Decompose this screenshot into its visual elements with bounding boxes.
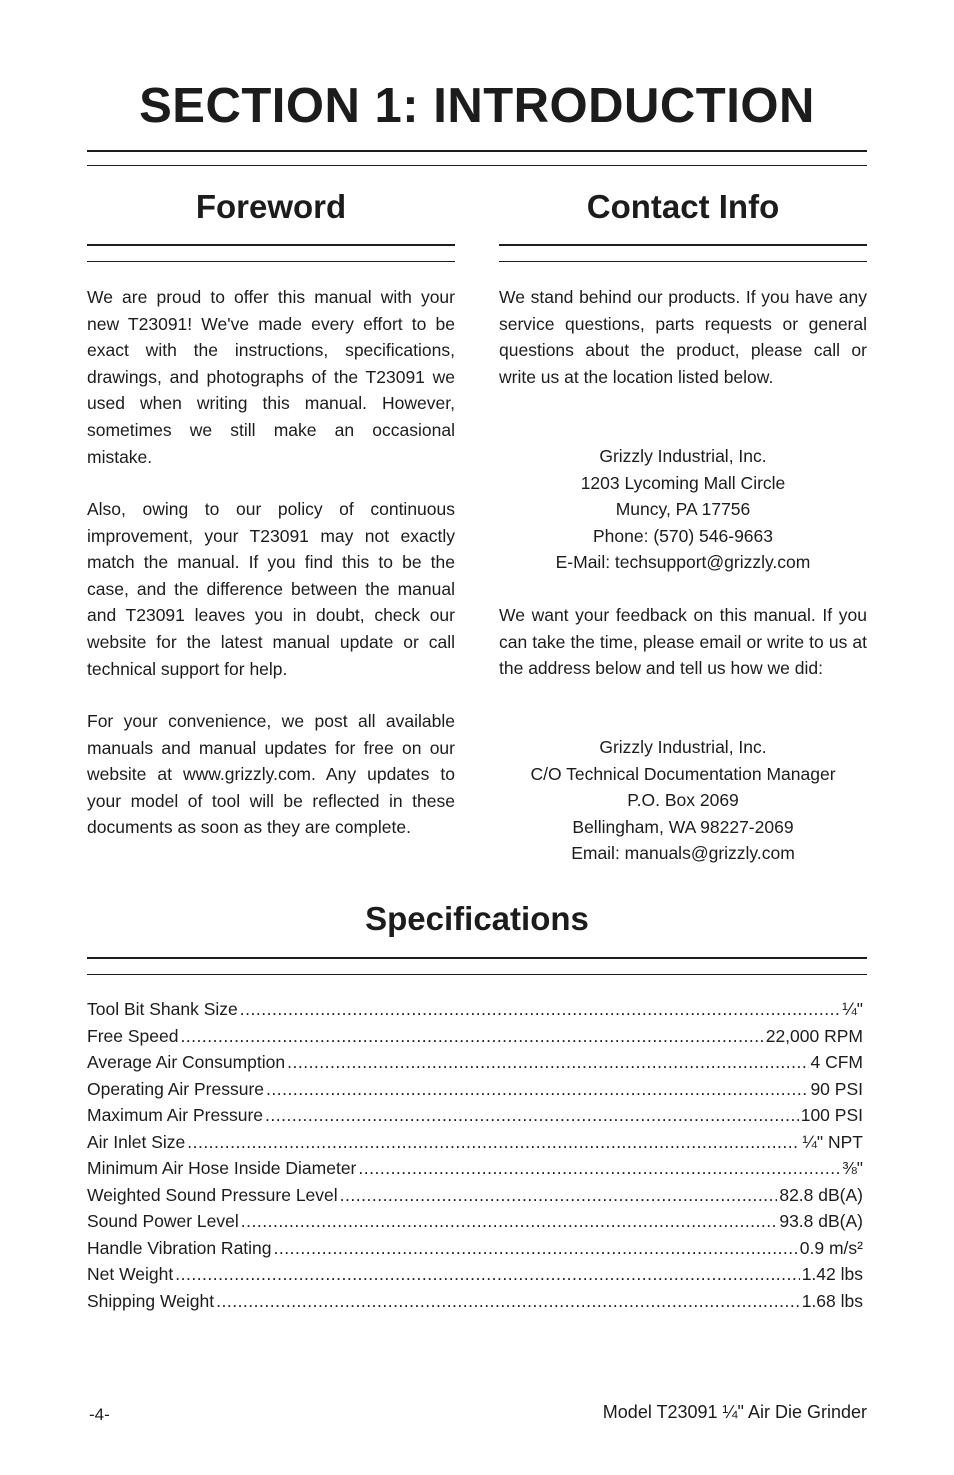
dot-leader (187, 1129, 800, 1156)
title-rule-top (87, 150, 867, 152)
dot-leader (287, 1049, 808, 1076)
contact-rule-top (499, 244, 867, 246)
address-email-link[interactable]: Email: manuals@grizzly.com (571, 843, 795, 864)
spec-label: Sound Power Level (87, 1211, 239, 1231)
spec-label: Maximum Air Pressure (87, 1105, 264, 1125)
spec-value: 4 CFM (810, 1052, 863, 1072)
spec-label: Tool Bit Shank Size (87, 999, 238, 1019)
foreword-paragraph-3: For your convenience, we post all available manuals and manual updates for free on our website at www.grizzly.com. Any updates to your model of tool will be reflected in these documents as soon as they are complete. (87, 711, 455, 838)
address-line: C/O Technical Documentation Manager (530, 763, 836, 784)
spec-row (87, 1208, 863, 1235)
address-line: 1203 Lycoming Mall Circle (580, 472, 786, 493)
spec-label: Air Inlet Size (87, 1131, 186, 1152)
spec-label: Weighted Sound Pressure Level (87, 1184, 338, 1205)
spec-label: Shipping Weight (87, 1290, 215, 1311)
spec-label: Free Speed (87, 1025, 179, 1046)
spec-value: 93.8 dB(A) (779, 1211, 863, 1231)
spec-row (87, 996, 863, 1023)
contact-address-documentation (499, 734, 867, 867)
spec-value: 82.8 dB(A) (779, 1184, 863, 1205)
specifications-table (87, 996, 863, 1314)
spec-value: 1.68 lbs (801, 1290, 863, 1311)
contact-address-support (499, 443, 867, 576)
contact-intro: We stand behind our products. If you have any service questions, parts requests or general questions about the product, please call or write us at the location listed below. (499, 287, 867, 387)
address-line: Grizzly Industrial, Inc. (599, 737, 767, 757)
spec-row (87, 1049, 863, 1076)
dot-leader (340, 1182, 778, 1209)
page-number: -4- (89, 1405, 110, 1424)
spec-label: Net Weight (87, 1264, 174, 1284)
spec-row (87, 1182, 863, 1209)
spec-value: 1.42 lbs (801, 1264, 863, 1284)
spec-value: 22,000 RPM (765, 1025, 863, 1046)
contact-rule-bottom (499, 261, 867, 262)
spec-row (87, 1129, 863, 1156)
spec-row (87, 1155, 863, 1182)
spec-label: Average Air Consumption (87, 1052, 286, 1072)
specifications-heading: Specifications (365, 900, 589, 937)
foreword-heading: Foreword (195, 188, 347, 225)
spec-row (87, 1076, 863, 1103)
section-title: SECTION 1: INTRODUCTION (139, 79, 815, 133)
contact-heading: Contact Info (586, 188, 780, 225)
spec-label: Minimum Air Hose Inside Diameter (87, 1158, 357, 1178)
foreword-paragraph-1: We are proud to offer this manual with your new T23091! We've made every effort to be exact with the instructions, specifications, drawings, and photographs of the T23091 we used when writing this manual. However, sometimes we still make an occasional mistake. (87, 287, 455, 467)
address-line: Muncy, PA 17756 (615, 499, 751, 520)
spec-label: Handle Vibration Rating (87, 1237, 272, 1258)
foreword-paragraph-2: Also, owing to our policy of continuous improvement, your T23091 may not exactly match the manual. If you find this to be the case, and the difference between the manual and T23091 leaves you in doubt, check our website for the latest manual update or call technical support for help. (87, 499, 455, 679)
address-email-link[interactable]: E-Mail: techsupport@grizzly.com (555, 552, 811, 573)
footer-model: Model T23091 ¼" Air Die Grinder (602, 1402, 867, 1422)
dot-leader (175, 1261, 799, 1288)
spec-value: ¼" (842, 999, 863, 1019)
spec-row (87, 1102, 863, 1129)
title-rule-bottom (87, 165, 867, 166)
spec-value: 0.9 m/s² (799, 1237, 863, 1258)
spec-row (87, 1288, 863, 1315)
address-line: Bellingham, WA 98227-2069 (572, 816, 794, 837)
dot-leader (274, 1235, 798, 1262)
dot-leader (240, 996, 840, 1023)
dot-leader (216, 1288, 800, 1315)
contact-feedback: We want your feedback on this manual. If you can take the time, please email or write to us at the address below and tell us how we did: (499, 605, 867, 679)
dot-leader (180, 1023, 763, 1050)
spec-row (87, 1235, 863, 1262)
address-phone: Phone: (570) 546-9663 (593, 525, 773, 546)
dot-leader (358, 1155, 840, 1182)
spec-value: 100 PSI (800, 1105, 863, 1125)
spec-value: ⅜" (842, 1158, 863, 1178)
foreword-rule-top (87, 244, 455, 246)
dot-leader (241, 1208, 778, 1235)
address-line: P.O. Box 2069 (627, 790, 739, 811)
spec-row (87, 1023, 863, 1050)
specifications-rule-top (87, 957, 867, 959)
spec-value: ¼" NPT (802, 1131, 863, 1152)
dot-leader (265, 1102, 799, 1129)
spec-label: Operating Air Pressure (87, 1078, 265, 1099)
spec-value: 90 PSI (810, 1078, 863, 1099)
dot-leader (266, 1076, 808, 1103)
foreword-rule-bottom (87, 261, 455, 262)
spec-row (87, 1261, 863, 1288)
specifications-rule-bottom (87, 974, 867, 975)
address-line: Grizzly Industrial, Inc. (599, 446, 767, 466)
